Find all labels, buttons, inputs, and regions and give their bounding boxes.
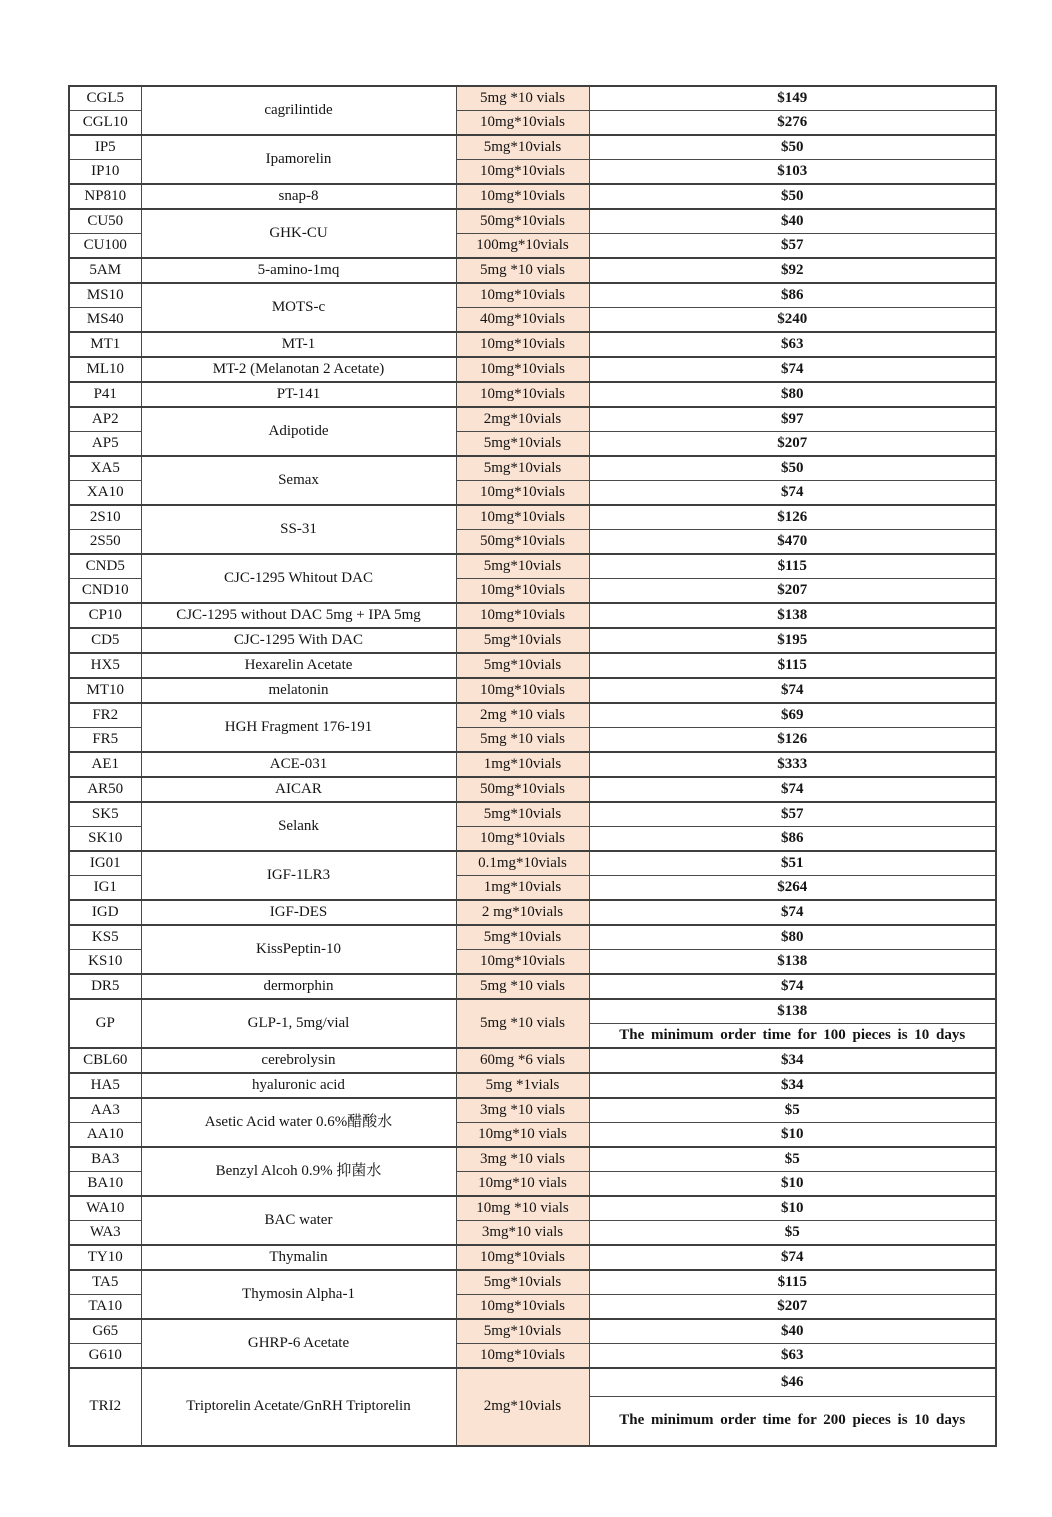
spec-cell: 3mg *10 vials: [456, 1147, 589, 1172]
spec-cell: 10mg*10vials: [456, 357, 589, 382]
table-row: [69, 1196, 996, 1221]
code-cell: 2S10: [69, 505, 141, 530]
note-cell: The minimum order time for 200 pieces is 10 days: [589, 1397, 996, 1447]
code-cell: 2S50: [69, 530, 141, 555]
code-cell: WA3: [69, 1221, 141, 1246]
product-name-cell: Hexarelin Acetate: [141, 653, 456, 678]
table-row: [69, 653, 996, 678]
spec-cell: 10mg*10 vials: [456, 1172, 589, 1197]
code-cell: MT10: [69, 678, 141, 703]
table-row: [69, 1048, 996, 1073]
product-name-cell: CJC-1295 Whitout DAC: [141, 554, 456, 603]
spec-cell: 5mg*10vials: [456, 456, 589, 481]
table-row: [69, 1319, 996, 1344]
table-row: [69, 554, 996, 579]
product-name-cell: Asetic Acid water 0.6%醋酸水: [141, 1098, 456, 1147]
table-row: [69, 505, 996, 530]
price-cell: $80: [589, 925, 996, 950]
price-cell: $46: [589, 1368, 996, 1397]
code-cell: XA10: [69, 481, 141, 506]
spec-cell: 10mg*10vials: [456, 160, 589, 185]
product-name-cell: cagrilintide: [141, 86, 456, 135]
product-name-cell: BAC water: [141, 1196, 456, 1245]
product-name-cell: MOTS-c: [141, 283, 456, 332]
table-row: [69, 777, 996, 802]
price-cell: $69: [589, 703, 996, 728]
code-cell: TRI2: [69, 1368, 141, 1446]
code-cell: G65: [69, 1319, 141, 1344]
spec-cell: 5mg *10 vials: [456, 974, 589, 999]
code-cell: HA5: [69, 1073, 141, 1098]
code-cell: KS5: [69, 925, 141, 950]
code-cell: CD5: [69, 628, 141, 653]
spec-cell: 5mg *1vials: [456, 1073, 589, 1098]
code-cell: BA10: [69, 1172, 141, 1197]
product-name-cell: MT-2 (Melanotan 2 Acetate): [141, 357, 456, 382]
code-cell: AA10: [69, 1123, 141, 1148]
price-cell: $10: [589, 1196, 996, 1221]
price-table-body: [69, 86, 996, 1446]
code-cell: TY10: [69, 1245, 141, 1270]
code-cell: MS40: [69, 308, 141, 333]
spec-cell: 5mg*10vials: [456, 1319, 589, 1344]
price-cell: $207: [589, 579, 996, 604]
spec-cell: 10mg*10vials: [456, 950, 589, 975]
product-name-cell: 5-amino-1mq: [141, 258, 456, 283]
product-name-cell: hyaluronic acid: [141, 1073, 456, 1098]
table-row: [69, 382, 996, 407]
product-name-cell: Thymosin Alpha-1: [141, 1270, 456, 1319]
code-cell: GP: [69, 999, 141, 1048]
price-cell: $50: [589, 184, 996, 209]
product-name-cell: cerebrolysin: [141, 1048, 456, 1073]
product-name-cell: Thymalin: [141, 1245, 456, 1270]
spec-cell: 2mg*10vials: [456, 407, 589, 432]
spec-cell: 40mg*10vials: [456, 308, 589, 333]
product-name-cell: snap-8: [141, 184, 456, 209]
table-row: [69, 1147, 996, 1172]
spec-cell: 60mg *6 vials: [456, 1048, 589, 1073]
table-row: [69, 678, 996, 703]
price-cell: $10: [589, 1123, 996, 1148]
product-name-cell: HGH Fragment 176-191: [141, 703, 456, 752]
price-cell: $74: [589, 900, 996, 925]
table-row: [69, 407, 996, 432]
spec-cell: 5mg*10vials: [456, 432, 589, 457]
table-row: [69, 209, 996, 234]
spec-cell: 5mg*10vials: [456, 554, 589, 579]
price-cell: $63: [589, 1344, 996, 1369]
table-row: [69, 752, 996, 777]
price-cell: $34: [589, 1048, 996, 1073]
table-row: [69, 999, 996, 1024]
spec-cell: 50mg*10vials: [456, 209, 589, 234]
price-cell: $63: [589, 332, 996, 357]
spec-cell: 5mg*10vials: [456, 653, 589, 678]
spec-cell: 50mg*10vials: [456, 777, 589, 802]
table-row: [69, 1098, 996, 1123]
table-row: [69, 900, 996, 925]
code-cell: CP10: [69, 603, 141, 628]
price-cell: $97: [589, 407, 996, 432]
table-row: [69, 86, 996, 111]
code-cell: IP10: [69, 160, 141, 185]
spec-cell: 10mg*10vials: [456, 283, 589, 308]
table-row: [69, 628, 996, 653]
code-cell: G610: [69, 1344, 141, 1369]
product-name-cell: Semax: [141, 456, 456, 505]
spec-cell: 10mg*10 vials: [456, 1123, 589, 1148]
note-cell: The minimum order time for 100 pieces is 10 days: [589, 1024, 996, 1049]
price-cell: $195: [589, 628, 996, 653]
spec-cell: 10mg*10vials: [456, 184, 589, 209]
code-cell: MT1: [69, 332, 141, 357]
code-cell: AP5: [69, 432, 141, 457]
price-cell: $149: [589, 86, 996, 111]
spec-cell: 5mg*10vials: [456, 925, 589, 950]
code-cell: IG1: [69, 876, 141, 901]
code-cell: WA10: [69, 1196, 141, 1221]
spec-cell: 10mg *10 vials: [456, 1196, 589, 1221]
code-cell: AR50: [69, 777, 141, 802]
code-cell: XA5: [69, 456, 141, 481]
price-cell: $74: [589, 357, 996, 382]
spec-cell: 5mg*10vials: [456, 802, 589, 827]
table-row: [69, 974, 996, 999]
product-name-cell: AICAR: [141, 777, 456, 802]
code-cell: CBL60: [69, 1048, 141, 1073]
table-row: [69, 332, 996, 357]
spec-cell: 5mg*10vials: [456, 1270, 589, 1295]
product-name-cell: GLP-1, 5mg/vial: [141, 999, 456, 1048]
code-cell: CND5: [69, 554, 141, 579]
table-row: [69, 1073, 996, 1098]
table-row: [69, 603, 996, 628]
price-cell: $5: [589, 1098, 996, 1123]
price-cell: $34: [589, 1073, 996, 1098]
spec-cell: 10mg*10vials: [456, 827, 589, 852]
spec-cell: 5mg *10 vials: [456, 999, 589, 1048]
product-name-cell: CJC-1295 without DAC 5mg + IPA 5mg: [141, 603, 456, 628]
code-cell: HX5: [69, 653, 141, 678]
price-cell: $51: [589, 851, 996, 876]
price-cell: $74: [589, 1245, 996, 1270]
spec-cell: 10mg*10vials: [456, 1295, 589, 1320]
price-cell: $74: [589, 974, 996, 999]
price-cell: $80: [589, 382, 996, 407]
spec-cell: 3mg*10 vials: [456, 1221, 589, 1246]
code-cell: TA5: [69, 1270, 141, 1295]
spec-cell: 0.1mg*10vials: [456, 851, 589, 876]
product-name-cell: Ipamorelin: [141, 135, 456, 184]
spec-cell: 100mg*10vials: [456, 234, 589, 259]
spec-cell: 2mg*10vials: [456, 1368, 589, 1446]
product-name-cell: IGF-1LR3: [141, 851, 456, 900]
spec-cell: 3mg *10 vials: [456, 1098, 589, 1123]
price-cell: $126: [589, 505, 996, 530]
code-cell: CND10: [69, 579, 141, 604]
table-row: [69, 703, 996, 728]
spec-cell: 10mg*10vials: [456, 579, 589, 604]
spec-cell: 10mg*10vials: [456, 678, 589, 703]
table-row: [69, 802, 996, 827]
spec-cell: 5mg *10 vials: [456, 86, 589, 111]
price-cell: $57: [589, 234, 996, 259]
price-cell: $276: [589, 111, 996, 136]
price-cell: $115: [589, 653, 996, 678]
code-cell: AE1: [69, 752, 141, 777]
price-cell: $138: [589, 999, 996, 1024]
price-cell: $138: [589, 950, 996, 975]
code-cell: IP5: [69, 135, 141, 160]
price-cell: $5: [589, 1221, 996, 1246]
product-name-cell: GHRP-6 Acetate: [141, 1319, 456, 1368]
price-cell: $40: [589, 1319, 996, 1344]
price-cell: $74: [589, 678, 996, 703]
product-name-cell: Triptorelin Acetate/GnRH Triptorelin: [141, 1368, 456, 1446]
code-cell: KS10: [69, 950, 141, 975]
product-name-cell: melatonin: [141, 678, 456, 703]
spec-cell: 1mg*10vials: [456, 752, 589, 777]
product-name-cell: SS-31: [141, 505, 456, 554]
price-cell: $50: [589, 135, 996, 160]
product-name-cell: KissPeptin-10: [141, 925, 456, 974]
code-cell: TA10: [69, 1295, 141, 1320]
table-row: [69, 357, 996, 382]
code-cell: AA3: [69, 1098, 141, 1123]
price-cell: $103: [589, 160, 996, 185]
price-cell: $115: [589, 1270, 996, 1295]
product-name-cell: Adipotide: [141, 407, 456, 456]
spec-cell: 5mg*10vials: [456, 135, 589, 160]
price-cell: $92: [589, 258, 996, 283]
spec-cell: 1mg*10vials: [456, 876, 589, 901]
spec-cell: 5mg *10 vials: [456, 258, 589, 283]
price-cell: $470: [589, 530, 996, 555]
spec-cell: 10mg*10vials: [456, 1344, 589, 1369]
code-cell: NP810: [69, 184, 141, 209]
code-cell: CGL10: [69, 111, 141, 136]
table-row: [69, 184, 996, 209]
code-cell: SK10: [69, 827, 141, 852]
spec-cell: 2mg *10 vials: [456, 703, 589, 728]
price-cell: $240: [589, 308, 996, 333]
spec-cell: 10mg*10vials: [456, 1245, 589, 1270]
table-row: [69, 1270, 996, 1295]
price-cell: $207: [589, 1295, 996, 1320]
product-name-cell: ACE-031: [141, 752, 456, 777]
code-cell: DR5: [69, 974, 141, 999]
code-cell: FR5: [69, 728, 141, 753]
product-name-cell: CJC-1295 With DAC: [141, 628, 456, 653]
spec-cell: 50mg*10vials: [456, 530, 589, 555]
table-row: [69, 258, 996, 283]
code-cell: ML10: [69, 357, 141, 382]
price-cell: $207: [589, 432, 996, 457]
price-cell: $74: [589, 777, 996, 802]
table-row: [69, 925, 996, 950]
code-cell: AP2: [69, 407, 141, 432]
code-cell: P41: [69, 382, 141, 407]
product-name-cell: Benzyl Alcoh 0.9% 抑菌水: [141, 1147, 456, 1196]
price-cell: $10: [589, 1172, 996, 1197]
price-cell: $115: [589, 554, 996, 579]
product-name-cell: GHK-CU: [141, 209, 456, 258]
product-name-cell: IGF-DES: [141, 900, 456, 925]
spec-cell: 2 mg*10vials: [456, 900, 589, 925]
price-table: [68, 85, 997, 1447]
spec-cell: 10mg*10vials: [456, 111, 589, 136]
spec-cell: 10mg*10vials: [456, 505, 589, 530]
table-row: [69, 283, 996, 308]
code-cell: FR2: [69, 703, 141, 728]
table-row: [69, 135, 996, 160]
spec-cell: 10mg*10vials: [456, 332, 589, 357]
code-cell: IGD: [69, 900, 141, 925]
product-name-cell: dermorphin: [141, 974, 456, 999]
code-cell: MS10: [69, 283, 141, 308]
code-cell: CU100: [69, 234, 141, 259]
price-cell: $86: [589, 283, 996, 308]
price-cell: $57: [589, 802, 996, 827]
price-cell: $74: [589, 481, 996, 506]
price-cell: $50: [589, 456, 996, 481]
product-name-cell: Selank: [141, 802, 456, 851]
code-cell: CU50: [69, 209, 141, 234]
spec-cell: 10mg*10vials: [456, 603, 589, 628]
spec-cell: 5mg*10vials: [456, 628, 589, 653]
spec-cell: 10mg*10vials: [456, 382, 589, 407]
code-cell: IG01: [69, 851, 141, 876]
spec-cell: 10mg*10vials: [456, 481, 589, 506]
price-cell: $333: [589, 752, 996, 777]
price-cell: $5: [589, 1147, 996, 1172]
code-cell: 5AM: [69, 258, 141, 283]
price-cell: $264: [589, 876, 996, 901]
price-cell: $126: [589, 728, 996, 753]
table-row: [69, 456, 996, 481]
code-cell: SK5: [69, 802, 141, 827]
table-row: [69, 851, 996, 876]
product-name-cell: MT-1: [141, 332, 456, 357]
price-cell: $138: [589, 603, 996, 628]
spec-cell: 5mg *10 vials: [456, 728, 589, 753]
code-cell: CGL5: [69, 86, 141, 111]
table-row: [69, 1245, 996, 1270]
code-cell: BA3: [69, 1147, 141, 1172]
price-cell: $86: [589, 827, 996, 852]
product-name-cell: PT-141: [141, 382, 456, 407]
price-cell: $40: [589, 209, 996, 234]
table-row: [69, 1368, 996, 1397]
